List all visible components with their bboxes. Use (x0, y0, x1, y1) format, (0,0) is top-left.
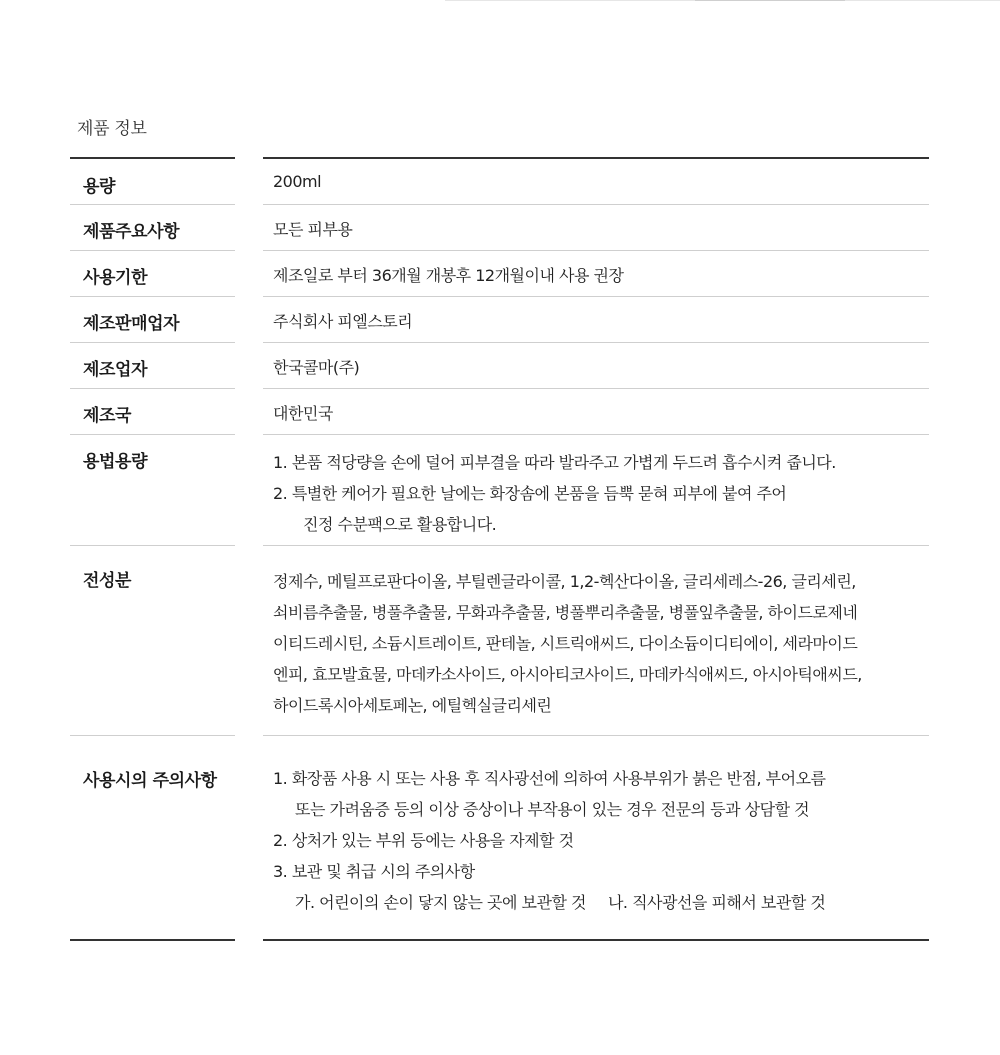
row-value: 모든 피부용 (273, 220, 353, 239)
row-value: 1. 화장품 사용 시 또는 사용 후 직사광선에 의하여 사용부위가 붉은 반점, 부어오름 또는 가려움증 등의 이상 증상이나 부작용이 있는 경우 전문의 등과 상담할 것 2. 상처가 있는 부위 등에는 사용을 자제할 것 3. 보관 및 취급 시의 주의사항 가. 어린이의 손이 닿지 않는 곳에 보관할 것 나. 직사광선을 피해서 보관할 것 (273, 769, 826, 912)
row-value: 1. 본품 적당량을 손에 덜어 피부결을 따라 발라주고 가볍게 두드려 흡수시켜 줍니다. 2. 특별한 케어가 필요한 날에는 화장솜에 본품을 듬뿍 묻혀 피부에 붙여 주어 진정 수분팩으로 활용합니다. (273, 453, 836, 534)
row-label: 제조판매업자 (83, 314, 180, 334)
row-label: 전성분 (83, 571, 132, 591)
row-usage (70, 435, 929, 546)
row-volume (70, 157, 929, 205)
row-value: 주식회사 피엘스토리 (273, 312, 413, 331)
row-label: 용법용량 (83, 452, 148, 472)
top-divider-accent (695, 0, 845, 1)
row-label: 제조국 (83, 406, 132, 426)
row-label: 사용기한 (83, 268, 148, 288)
row-label: 용량 (83, 177, 116, 197)
row-value: 200ml (273, 172, 322, 191)
row-expiry (70, 251, 929, 297)
section-title: 제품 정보 (77, 119, 147, 139)
row-value: 대한민국 (273, 404, 333, 423)
row-label: 제품주요사항 (83, 222, 180, 242)
row-ingredients (70, 546, 929, 736)
row-value: 제조일로 부터 36개월 개봉후 12개월이내 사용 권장 (273, 266, 624, 285)
row-distributor (70, 297, 929, 343)
row-value: 정제수, 메틸프로판다이올, 부틸렌글라이콜, 1,2-헥산다이올, 글리세레스-26, 글리세린, 쇠비름추출물, 병풀추출물, 무화과추출물, 병풀뿌리추출물, 병풀잎추출물, 하이드로제네 이티드레시틴, 소듐시트레이트, 판테놀, 시트릭애씨드, 다이소듐이디티에이, 세라마이드 엔피, 효모발효물, 마데카소사이드, 아시아티코사이드, 마데카식애씨드, 아시아틱애씨드, 하이드록시아세토페논, 에틸헥실글리세린 (273, 572, 862, 715)
row-key-features (70, 205, 929, 251)
row-label: 사용시의 주의사항 (83, 771, 217, 791)
row-label: 제조업자 (83, 360, 148, 380)
row-manufacturer (70, 343, 929, 389)
product-info-table (70, 157, 929, 941)
row-value: 한국콜마(주) (273, 358, 360, 377)
row-country (70, 389, 929, 435)
row-precautions (70, 736, 929, 941)
